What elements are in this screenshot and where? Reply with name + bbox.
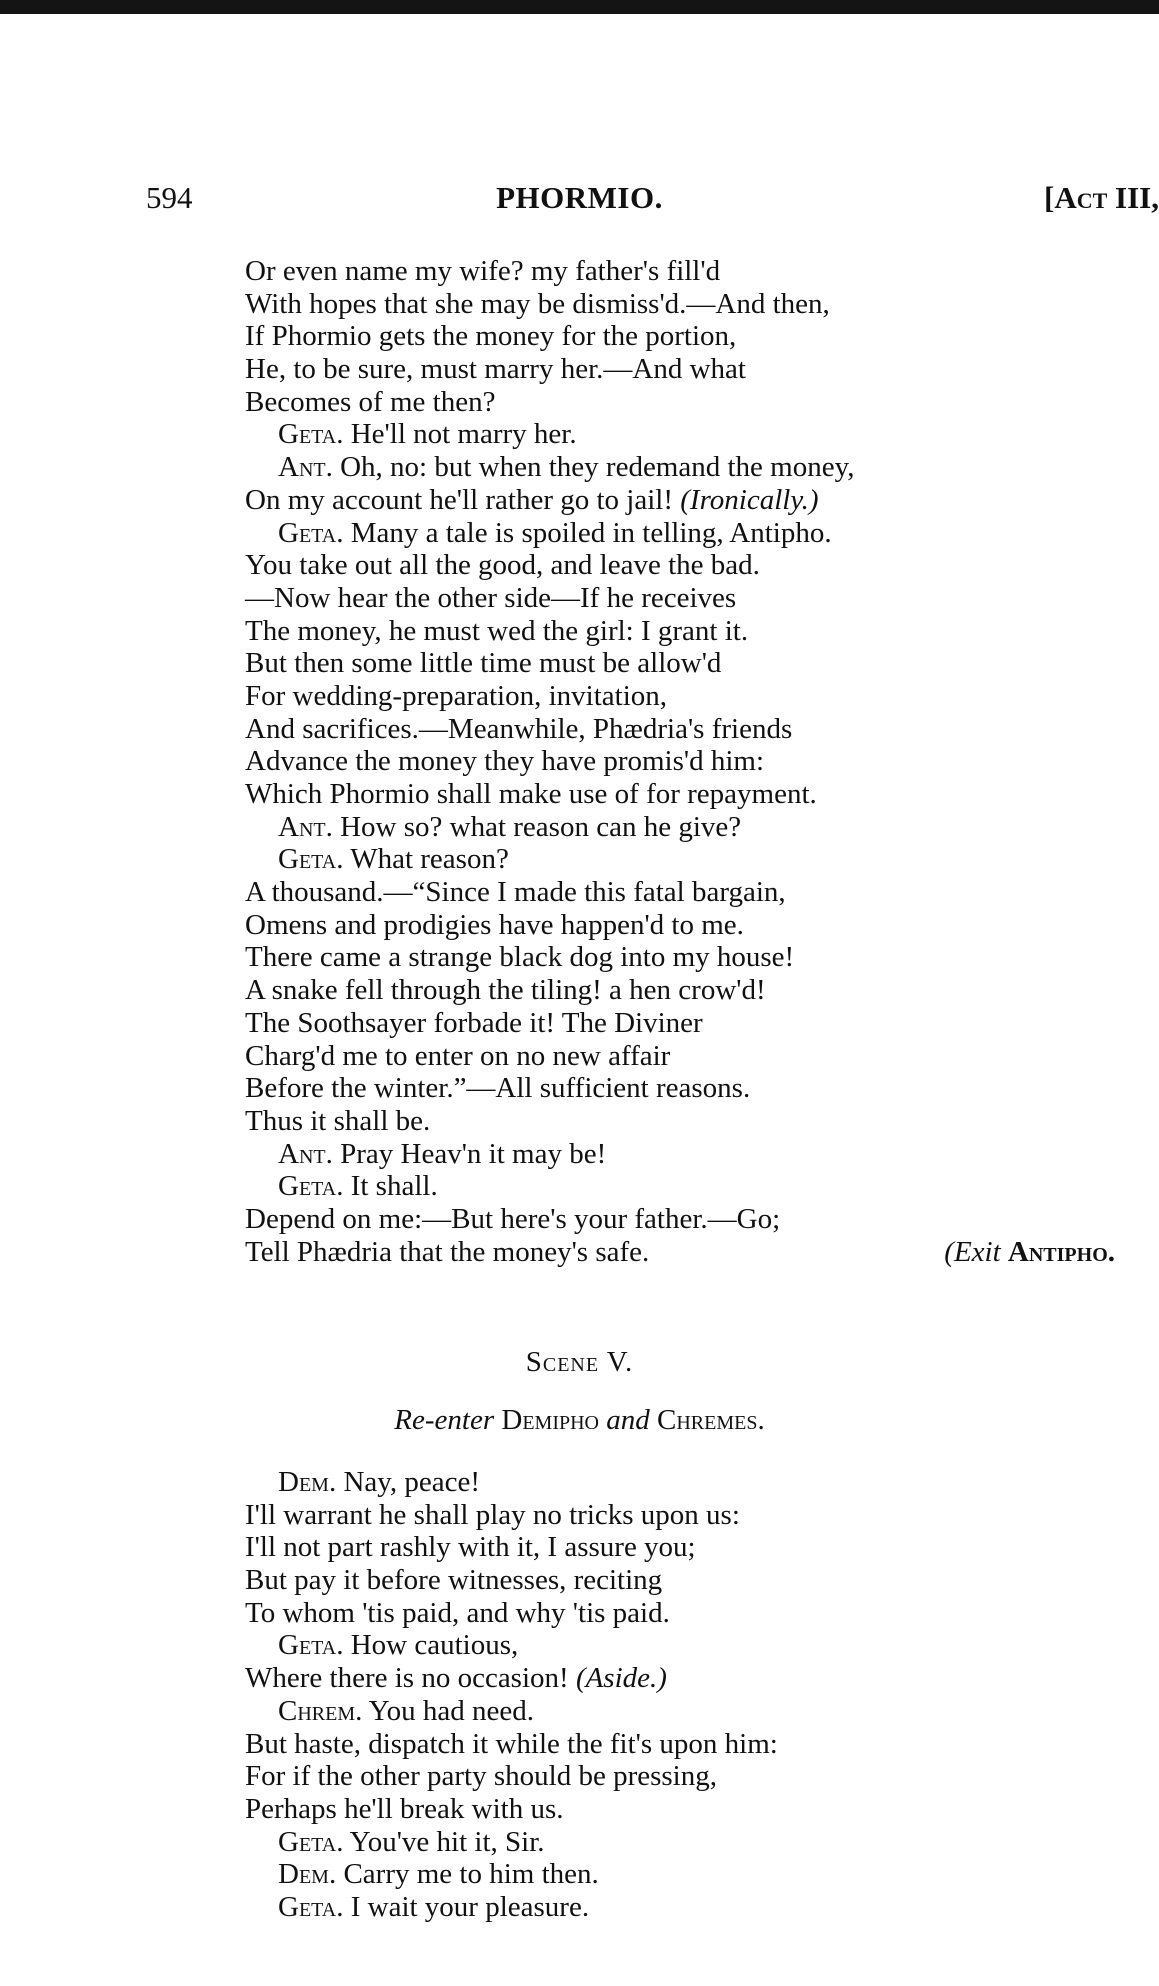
verse-text: He, to be sure, must marry her.—And what <box>245 353 746 386</box>
speaker-name: Ant. <box>278 451 333 484</box>
verse-line <box>245 1597 1145 1630</box>
speech-text: Many a tale is spoiled in telling, Antipho. <box>350 516 832 549</box>
speech-text: Carry me to him then. <box>343 1858 599 1891</box>
verse-line <box>245 1105 1145 1138</box>
verse-text: But pay it before witnesses, reciting <box>245 1564 663 1597</box>
speech-text: Pray Heav'n it may be! <box>340 1137 607 1170</box>
verse-line <box>245 1072 1145 1105</box>
speaker-name: Geta. <box>278 1170 344 1203</box>
entry-conjunction: and <box>606 1404 650 1436</box>
speaker-name: Geta. <box>278 516 344 549</box>
verse-text: Before the winter.”—All sufficient reasons. <box>245 1072 751 1105</box>
verse-text: Thus it shall be. <box>245 1104 431 1137</box>
verse-line <box>245 1466 1145 1499</box>
verse-line <box>245 320 1145 353</box>
verse-text: Becomes of me then? <box>245 385 496 418</box>
verse-line <box>245 418 1145 451</box>
verse-text: Where there is no occasion! <box>245 1662 569 1695</box>
verse-line <box>245 582 1145 615</box>
verse-text: On my account he'll rather go to jail! <box>245 483 674 516</box>
verse-line <box>245 1007 1145 1040</box>
exit-word: (Exit <box>944 1235 1001 1268</box>
verse-line <box>245 1138 1145 1171</box>
entry-prefix: Re-enter <box>394 1404 495 1436</box>
verse-text: You take out all the good, and leave the bad. <box>245 549 760 582</box>
verse-text: A thousand.—“Since I made this fatal bargain, <box>245 876 786 909</box>
verse-text: To whom 'tis paid, and why 'tis paid. <box>245 1596 670 1629</box>
verse-line <box>245 1858 1145 1891</box>
verse-line <box>245 1695 1145 1728</box>
speaker-name: Ant. <box>278 810 333 843</box>
verse-block-1 <box>245 255 1145 1268</box>
verse-text: The money, he must wed the girl: I grant it. <box>245 614 749 647</box>
speaker-name: Dem. <box>278 1466 337 1498</box>
act-reference: [Act III, <box>1044 180 1159 215</box>
verse-line <box>245 1826 1145 1859</box>
verse-line <box>245 1793 1145 1826</box>
speech-text: Oh, no: but when they redemand the money, <box>340 451 855 484</box>
verse-text: Omens and prodigies have happen'd to me. <box>245 908 744 941</box>
verse-line <box>245 713 1145 746</box>
verse-line <box>245 386 1145 419</box>
verse-text: Which Phormio shall make use of for repayment. <box>245 778 817 810</box>
verse-line <box>245 615 1145 648</box>
verse-line <box>245 451 1145 484</box>
verse-text: Advance the money they have promis'd him: <box>245 745 765 778</box>
verse-line <box>245 745 1145 778</box>
verse-line <box>245 974 1145 1007</box>
verse-text: But then some little time must be allow'd <box>245 647 722 680</box>
scene-title: Scene V. <box>525 1346 634 1378</box>
speech-text: You've hit it, Sir. <box>349 1825 545 1858</box>
verse-text: A snake fell through the tiling! a hen crow'd! <box>245 974 766 1007</box>
running-title: PHORMIO. <box>496 180 663 215</box>
verse-line <box>245 1629 1145 1662</box>
verse-text: I'll warrant he shall play no tricks upon us: <box>245 1498 740 1531</box>
speaker-name: Geta. <box>278 1890 344 1923</box>
verse-line <box>245 647 1145 680</box>
verse-text: Or even name my wife? my father's fill'd <box>245 255 721 287</box>
speech-text: What reason? <box>350 843 509 876</box>
verse-line <box>245 1531 1145 1564</box>
verse-line <box>245 1236 1145 1269</box>
verse-line <box>245 517 1145 550</box>
verse-line <box>245 811 1145 844</box>
verse-line <box>245 549 1145 582</box>
speech-text: He'll not marry her. <box>350 418 577 451</box>
verse-text: There came a strange black dog into my house! <box>245 941 795 974</box>
speaker-name: Geta. <box>278 843 344 876</box>
speech-text: You had need. <box>368 1694 534 1727</box>
verse-text: And sacrifices.—Meanwhile, Phædria's friends <box>245 712 793 745</box>
page-header <box>0 180 1159 224</box>
speaker-name: Geta. <box>278 1825 344 1858</box>
verse-line <box>245 1499 1145 1532</box>
verse-line <box>245 1040 1145 1073</box>
verse-line <box>245 1891 1145 1924</box>
speaker-name: Chrem. <box>278 1694 363 1727</box>
speaker-name: Ant. <box>278 1137 333 1170</box>
verse-line <box>245 353 1145 386</box>
verse-line <box>245 909 1145 942</box>
verse-block-2 <box>245 1466 1145 1924</box>
verse-line <box>245 1203 1145 1236</box>
speaker-name: Dem. <box>278 1858 337 1891</box>
verse-line <box>245 876 1145 909</box>
verse-line <box>245 484 1145 517</box>
speaker-name: Geta. <box>278 1629 344 1662</box>
stage-direction: (Aside.) <box>575 1662 667 1695</box>
verse-line <box>245 255 1145 288</box>
verse-text: Depend on me:—But here's your father.—Go; <box>245 1202 781 1235</box>
verse-text: For if the other party should be pressing, <box>245 1760 717 1793</box>
verse-text: But haste, dispatch it while the fit's upon him: <box>245 1727 778 1760</box>
verse-text: Charg'd me to enter on no new affair <box>245 1039 671 1072</box>
speech-text: How cautious, <box>350 1629 519 1662</box>
verse-line <box>245 1170 1145 1203</box>
entry-character-1: Demipho <box>501 1404 599 1436</box>
verse-text: Perhaps he'll break with us. <box>245 1792 564 1825</box>
speech-text: Nay, peace! <box>343 1466 481 1498</box>
verse-line <box>245 680 1145 713</box>
verse-text: With hopes that she may be dismiss'd.—And then, <box>245 287 830 320</box>
verse-line <box>245 778 1145 811</box>
verse-line <box>245 1662 1145 1695</box>
verse-line <box>245 1760 1145 1793</box>
scene-entry-direction <box>0 1404 1159 1437</box>
exit-character: Antipho. <box>1007 1235 1115 1268</box>
verse-text: If Phormio gets the money for the portion, <box>245 320 737 353</box>
entry-character-2: Chremes. <box>657 1404 765 1436</box>
verse-line <box>245 288 1145 321</box>
speech-text: How so? what reason can he give? <box>340 810 742 843</box>
verse-text: Tell Phædria that the money's safe. <box>245 1235 650 1268</box>
top-edge-bar <box>0 0 1159 14</box>
speech-text: I wait your pleasure. <box>350 1890 590 1923</box>
verse-text: The Soothsayer forbade it! The Diviner <box>245 1006 703 1039</box>
verse-text: —Now hear the other side—If he receives <box>245 581 737 614</box>
verse-line <box>245 843 1145 876</box>
exit-direction <box>944 1236 1115 1269</box>
verse-text: For wedding-preparation, invitation, <box>245 679 668 712</box>
stage-direction: (Ironically.) <box>680 483 819 516</box>
verse-line <box>245 1564 1145 1597</box>
speech-text: It shall. <box>350 1170 438 1203</box>
verse-text: I'll not part rashly with it, I assure you; <box>245 1531 696 1564</box>
speaker-name: Geta. <box>278 418 344 451</box>
page-number: 594 <box>146 180 193 215</box>
verse-line <box>245 941 1145 974</box>
verse-line <box>245 1728 1145 1761</box>
